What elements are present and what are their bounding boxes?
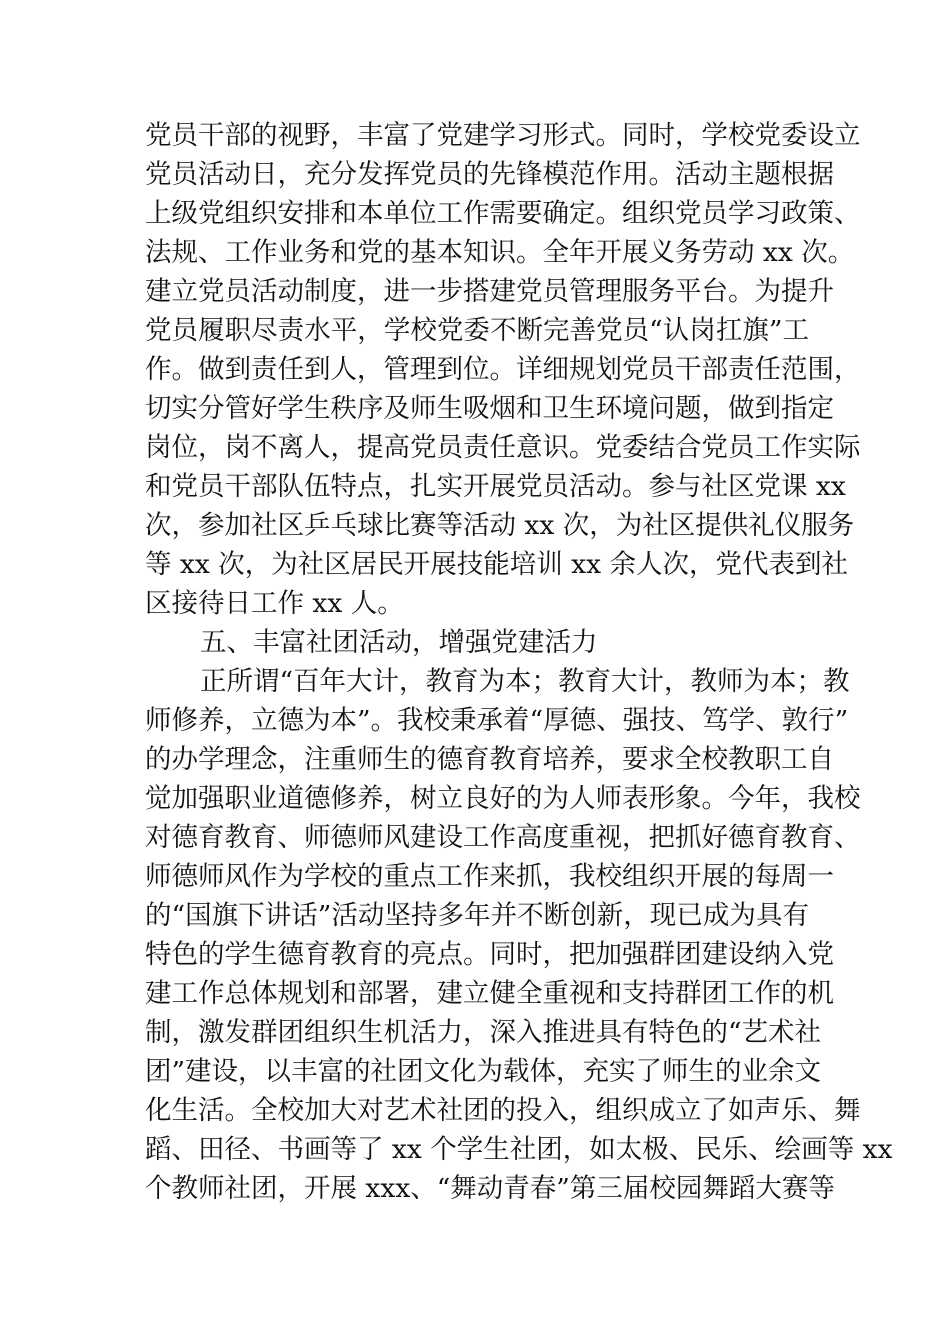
- text-line: 法规、工作业务和党的基本知识。全年开展义务劳动 xx 次。: [145, 237, 855, 268]
- text-line: 切实分管好学生秩序及师生吸烟和卫生环境问题，做到指定: [145, 393, 834, 424]
- text-line: 的办学理念，注重师生的德育教育培养，要求全校教职工自: [145, 744, 834, 775]
- text-line: 建立党员活动制度，进一步搭建党员管理服务平台。为提升: [145, 276, 834, 307]
- text-line: 正所谓“百年大计，教育为本；教育大计，教师为本；教: [200, 666, 850, 697]
- text-line: 特色的学生德育教育的亮点。同时，把加强群团建设纳入党: [145, 939, 834, 970]
- text-line: 党员干部的视野，丰富了党建学习形式。同时，学校党委设立: [145, 120, 861, 151]
- text-line: 个教师社团，开展 xxx、“舞动青春”第三届校园舞蹈大赛等: [145, 1173, 835, 1204]
- text-line: 次，参加社区乒乓球比赛等活动 xx 次，为社区提供礼仪服务: [145, 510, 855, 541]
- text-line: 的“国旗下讲话”活动坚持多年并不断创新，现已成为具有: [145, 900, 809, 931]
- text-line: 作。做到责任到人，管理到位。详细规划党员干部责任范围，: [145, 354, 861, 385]
- text-line: 化生活。全校加大对艺术社团的投入，组织成立了如声乐、舞: [145, 1095, 861, 1126]
- section-heading: 五、丰富社团活动，增强党建活力: [200, 627, 598, 658]
- text-line: 和党员干部队伍特点，扎实开展党员活动。参与社区党课 xx: [145, 471, 846, 502]
- text-line: 对德育教育、师德师风建设工作高度重视，把抓好德育教育、: [145, 822, 861, 853]
- text-line: 师德师风作为学校的重点工作来抓，我校组织开展的每周一: [145, 861, 834, 892]
- text-line: 岗位，岗不离人，提高党员责任意识。党委结合党员工作实际: [145, 432, 861, 463]
- text-line: 党员活动日，充分发挥党员的先锋模范作用。活动主题根据: [145, 159, 834, 190]
- text-line: 等 xx 次，为社区居民开展技能培训 xx 余人次，党代表到社: [145, 549, 848, 580]
- text-line: 蹈、田径、书画等了 xx 个学生社团，如太极、民乐、绘画等 xx: [145, 1134, 893, 1165]
- text-line: 制，激发群团组织生机活力，深入推进具有特色的“艺术社: [145, 1017, 822, 1048]
- text-line: 上级党组织安排和本单位工作需要确定。组织党员学习政策、: [145, 198, 861, 229]
- text-line: 觉加强职业道德修养，树立良好的为人师表形象。今年，我校: [145, 783, 861, 814]
- text-line: 团”建设，以丰富的社团文化为载体，充实了师生的业余文: [145, 1056, 822, 1087]
- text-line: 师修养，立德为本”。我校秉承着“厚德、强技、笃学、敦行”: [145, 705, 849, 736]
- text-line: 党员履职尽责水平，学校党委不断完善党员“认岗扛旗”工: [145, 315, 809, 346]
- document-body: [145, 116, 893, 1208]
- text-line: 区接待日工作 xx 人。: [145, 588, 404, 619]
- text-line: 建工作总体规划和部署，建立健全重视和支持群团工作的机: [145, 978, 834, 1009]
